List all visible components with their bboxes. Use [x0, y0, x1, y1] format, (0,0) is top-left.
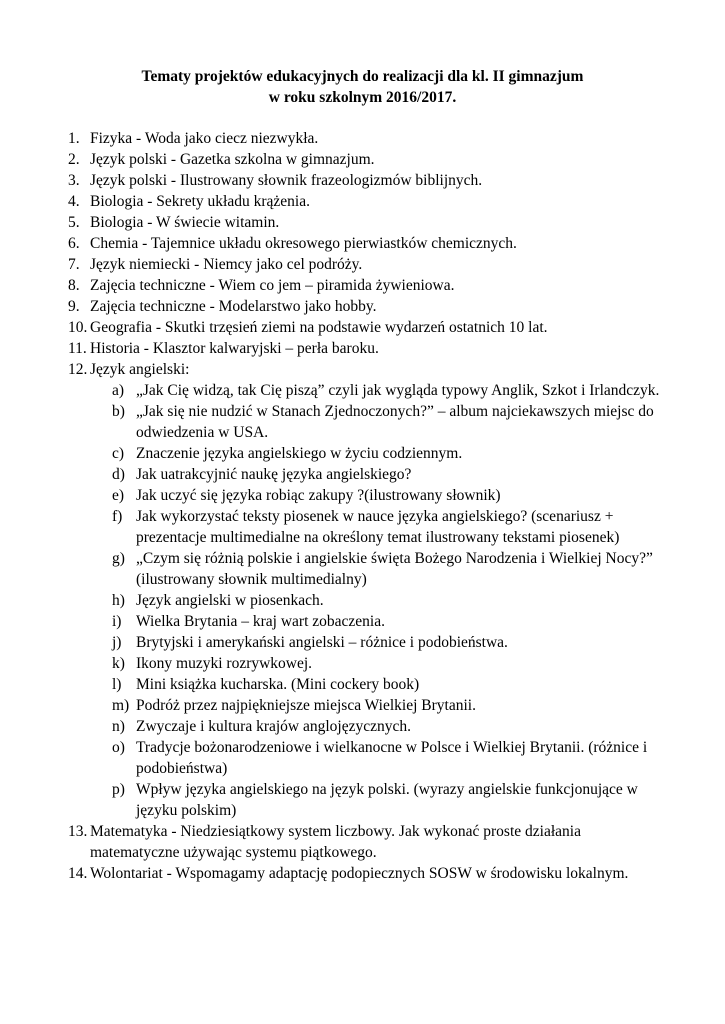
subitem-text: Wielka Brytania – kraj wart zobaczenia.	[136, 613, 385, 630]
subitem-label: l)	[112, 676, 122, 693]
sublist-item	[112, 464, 668, 485]
title-line-2: w roku szkolnym 2016/2017.	[268, 89, 457, 106]
subitem-label: m)	[112, 697, 130, 714]
item-text: Język polski - Ilustrowany słownik frazeologizmów biblijnych.	[90, 172, 483, 189]
item-text: Matematyka - Niedziesiątkowy system liczbowy. Jak wykonać proste działania matematyczne używając systemu piątkowego.	[90, 823, 581, 861]
english-sublist	[112, 380, 668, 821]
list-item	[68, 338, 668, 359]
subitem-label: k)	[112, 655, 125, 672]
subitem-text: Wpływ języka angielskiego na język polski. (wyrazy angielskie funkcjonujące w języku polskim)	[136, 781, 638, 819]
sublist-item	[112, 548, 668, 590]
item-text: Zajęcia techniczne - Modelarstwo jako hobby.	[90, 298, 377, 315]
item-text: Język polski - Gazetka szkolna w gimnazjum.	[90, 151, 375, 168]
sublist-item	[112, 632, 668, 653]
item-number: 5.	[68, 214, 80, 231]
subitem-label: b)	[112, 403, 125, 420]
subitem-label: a)	[112, 382, 125, 399]
title-line-1: Tematy projektów edukacyjnych do realizacji dla kl. II gimnazjum	[141, 68, 584, 85]
sublist-item	[112, 380, 668, 401]
item-text: Biologia - W świecie witamin.	[90, 214, 280, 231]
item-text: Historia - Klasztor kalwaryjski – perła baroku.	[90, 340, 379, 357]
item-text: Zajęcia techniczne - Wiem co jem – piramida żywieniowa.	[90, 277, 455, 294]
item-number: 1.	[68, 130, 80, 147]
list-item	[68, 191, 668, 212]
item-text: Geografia - Skutki trzęsień ziemi na podstawie wydarzeń ostatnich 10 lat.	[90, 319, 548, 336]
item-number: 3.	[68, 172, 80, 189]
topic-list	[68, 128, 668, 884]
item-number: 12.	[68, 361, 88, 378]
sublist-item	[112, 695, 668, 716]
item-text: Chemia - Tajemnice układu okresowego pierwiastków chemicznych.	[90, 235, 517, 252]
item-text: Język niemiecki - Niemcy jako cel podróży.	[90, 256, 363, 273]
list-item	[68, 317, 668, 338]
subitem-text: Brytyjski i amerykański angielski – różnice i podobieństwa.	[136, 634, 508, 651]
list-item	[68, 170, 668, 191]
list-item	[68, 296, 668, 317]
document-title	[0, 66, 725, 108]
sublist-item	[112, 611, 668, 632]
sublist-item	[112, 506, 668, 548]
sublist-item	[112, 443, 668, 464]
list-item	[68, 149, 668, 170]
sublist-item	[112, 674, 668, 695]
subitem-label: n)	[112, 718, 125, 735]
item-number: 6.	[68, 235, 80, 252]
subitem-label: e)	[112, 487, 125, 504]
sublist-item	[112, 653, 668, 674]
subitem-text: Język angielski w piosenkach.	[136, 592, 324, 609]
subitem-label: d)	[112, 466, 125, 483]
subitem-label: i)	[112, 613, 122, 630]
list-item	[68, 128, 668, 149]
sublist-item	[112, 401, 668, 443]
item-number: 13.	[68, 823, 88, 840]
item-number: 11.	[68, 340, 87, 357]
subitem-text: Jak wykorzystać teksty piosenek w nauce języka angielskiego? (scenariusz + prezentacje multimedialne na określony temat ilustrowany tekstami piosenek)	[136, 508, 620, 546]
item-number: 10.	[68, 319, 88, 336]
subitem-text: „Jak się nie nudzić w Stanach Zjednoczonych?” – album najciekawszych miejsc do odwiedzenia w USA.	[136, 403, 654, 441]
item-text: Język angielski:	[90, 361, 190, 378]
subitem-label: f)	[112, 508, 123, 525]
item-text: Fizyka - Woda jako ciecz niezwykła.	[90, 130, 319, 147]
item-number: 8.	[68, 277, 80, 294]
item-text: Wolontariat - Wspomagamy adaptację podopiecznych SOSW w środowisku lokalnym.	[90, 865, 629, 882]
subitem-text: „Jak Cię widzą, tak Cię piszą” czyli jak wygląda typowy Anglik, Szkot i Irlandczyk.	[136, 382, 660, 399]
item-number: 4.	[68, 193, 80, 210]
subitem-text: „Czym się różnią polskie i angielskie święta Bożego Narodzenia i Wielkiej Nocy?” (ilustrowany słownik multimedialny)	[136, 550, 653, 588]
subitem-text: Zwyczaje i kultura krajów anglojęzycznych.	[136, 718, 412, 735]
subitem-label: j)	[112, 634, 122, 651]
list-item	[68, 275, 668, 296]
sublist-item	[112, 590, 668, 611]
subitem-text: Podróż przez najpiękniejsze miejsca Wielkiej Brytanii.	[136, 697, 476, 714]
item-number: 14.	[68, 865, 88, 882]
list-item	[68, 821, 668, 863]
item-text: Biologia - Sekrety układu krążenia.	[90, 193, 310, 210]
item-number: 9.	[68, 298, 80, 315]
list-item	[68, 233, 668, 254]
subitem-text: Jak uatrakcyjnić naukę języka angielskiego?	[136, 466, 412, 483]
sublist-item	[112, 485, 668, 506]
list-item	[68, 254, 668, 275]
subitem-label: c)	[112, 445, 125, 462]
subitem-label: h)	[112, 592, 125, 609]
subitem-label: p)	[112, 781, 125, 798]
subitem-text: Mini książka kucharska. (Mini cockery book)	[136, 676, 420, 693]
item-number: 2.	[68, 151, 80, 168]
sublist-item	[112, 716, 668, 737]
sublist-item	[112, 737, 668, 779]
subitem-label: o)	[112, 739, 125, 756]
subitem-text: Tradycje bożonarodzeniowe i wielkanocne w Polsce i Wielkiej Brytanii. (różnice i podobieństwa)	[136, 739, 648, 777]
list-item-english	[68, 359, 668, 821]
list-item	[68, 212, 668, 233]
list-item	[68, 863, 668, 884]
subitem-text: Jak uczyć się języka robiąc zakupy ?(ilustrowany słownik)	[136, 487, 501, 504]
item-number: 7.	[68, 256, 80, 273]
subitem-label: g)	[112, 550, 125, 567]
sublist-item	[112, 779, 668, 821]
subitem-text: Ikony muzyki rozrywkowej.	[136, 655, 313, 672]
subitem-text: Znaczenie języka angielskiego w życiu codziennym.	[136, 445, 463, 462]
